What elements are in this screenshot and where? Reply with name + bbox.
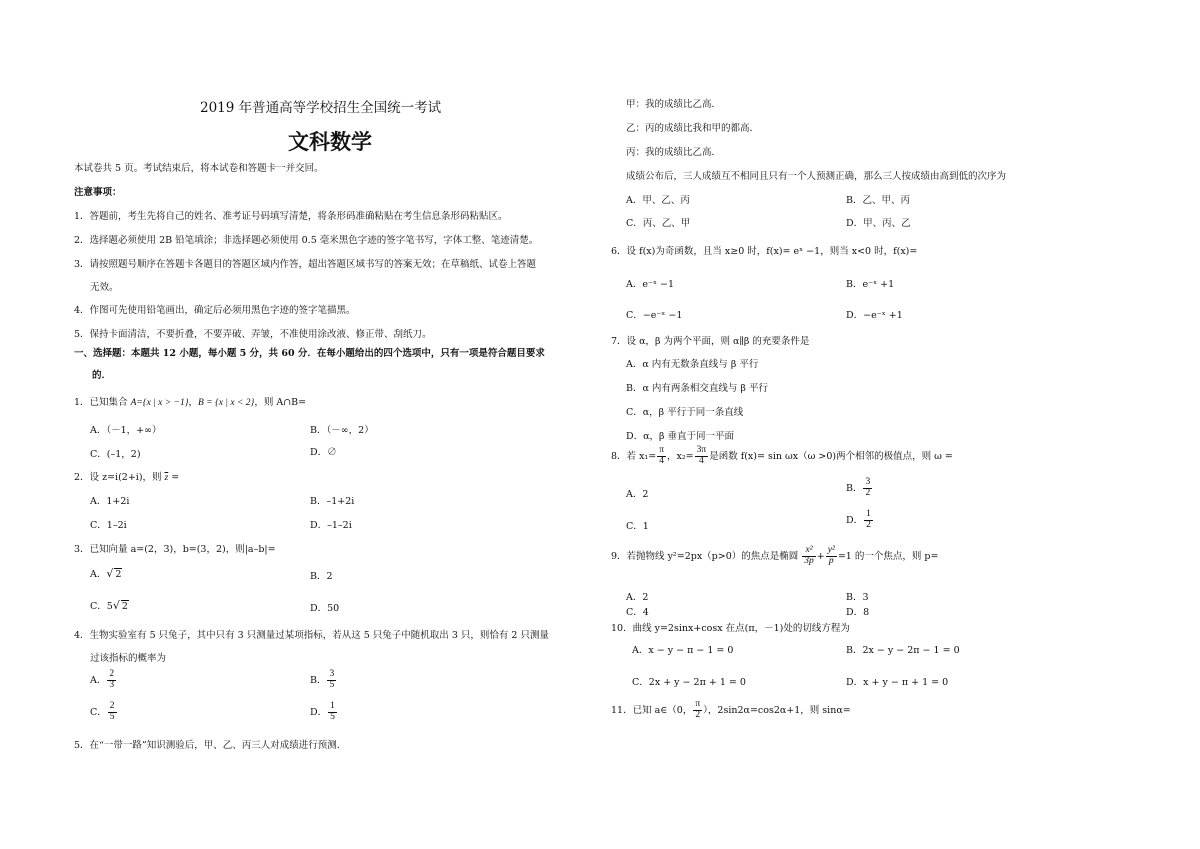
q5-option-a: A．甲、乙、丙 [626,195,690,206]
q7-option-b: B．α 内有两条相交直线与 β 平行 [626,383,768,394]
q10-option-b: B．2x − y − 2π − 1 = 0 [846,645,960,656]
q6-option-c: C．−e⁻ˣ −1 [626,310,683,321]
q7-option-a: A．α 内有无数条直线与 β 平行 [626,359,759,370]
q6-option-a: A．e⁻ˣ −1 [626,279,675,290]
q5-statement: 乙：丙的成绩比我和甲的都高． [626,123,760,134]
q2-option-b: B．–1+2i [310,496,355,507]
question-4-stem: 4．生物实验室有 5 只兔子，其中只有 3 只测量过某项指标，若从这 5 只兔子中随机取出 3 只，则恰有 2 只测量 [74,630,549,641]
notice-item: 5．保持卡面清洁，不要折叠，不要弄破、弄皱，不准使用涂改液、修正带、刮纸刀。 [74,329,432,340]
question-2-stem: 2．设 z=i(2+i)，则 $\overline{z}$ = [74,472,180,483]
q5-option-d: D．甲、丙、乙 [846,218,911,229]
q3-option-b: B．2 [310,571,333,582]
q7-option-d: D．α，β 垂直于同一平面 [626,431,735,442]
q6-option-d: D．−e⁻ˣ +1 [846,310,903,321]
intro-text: 本试卷共 5 页。考试结束后，将本试卷和答题卡一并交回。 [74,163,324,174]
q3-option-d: D．50 [310,603,340,614]
notice-item-cont: 无效。 [90,282,119,293]
question-3-stem: 3．已知向量 a=(2，3)，b=(3，2)，则|a–b|= [74,544,276,555]
question-5-stem: 5．在“一带一路”知识测验后，甲、乙、丙三人对成绩进行预测． [74,740,347,751]
q1-option-a: A．（－1，+∞） [90,425,162,436]
q2-option-a: A．1+2i [90,496,130,507]
q10-option-c: C．2x + y − 2π + 1 = 0 [632,677,746,688]
question-1-stem: 1．已知集合 A={x | x > −1}，B = {x | x < 2}，则 A∩B= [74,397,307,408]
exam-title: 2019 年普通高等学校招生全国统一考试 [200,100,442,116]
q8-option-c: C．1 [626,521,649,532]
q6-option-b: B．e⁻ˣ +1 [846,279,895,290]
q5-option-b: B．乙、甲、丙 [846,195,910,206]
q1-option-d: D．∅ [310,447,337,458]
question-9-stem: 9．若抛物线 y²=2px（p>0）的焦点是椭圆 $\frac{\text{x²}}{3p}$ + $\frac{\text{y²}}{p}$ =1 的一个焦点，则 p= [611,545,939,566]
question-8-stem: 8．若 x₁= $\frac{\pi}{4}$ ，x₂= $\frac{3\pi}{4}$ 是函数 f(x)= sin ωx（ω >0)两个相邻的极值点，则 ω = [611,445,953,466]
q4-option-c: C． $\frac{2}{5}$ [90,701,115,722]
q5-option-c: C．丙、乙、甲 [626,218,691,229]
question-7-stem: 7．设 α，β 为两个平面，则 α∥β 的充要条件是 [611,336,810,347]
q5-statement: 丙：我的成绩比乙高． [626,147,722,158]
q1-option-b: B．（－∞，2） [310,425,374,436]
q4-option-a: A． $\frac{2}{3}$ [90,669,115,690]
q10-option-d: D．x + y − π + 1 = 0 [846,677,949,688]
notice-heading: 注意事项： [74,187,122,198]
q9-option-d: D．8 [846,607,870,618]
notice-item: 2．选择题必须使用 2B 铅笔填涂；非选择题必须使用 0.5 毫米黑色字迹的签字笔书写，字体工整、笔迹清楚。 [74,235,539,246]
q5-statement: 甲：我的成绩比乙高． [626,99,722,110]
q7-option-c: C．α，β 平行于同一条直线 [626,407,744,418]
section-heading: 一、选择题：本题共 12 小题，每小题 5 分，共 60 分．在每小题给出的四个选项中，只有一项是符合题目要求 [74,348,545,359]
question-10-stem: 10．曲线 y=2sinx+cosx 在点(π，－1)处的切线方程为 [611,623,850,634]
q10-option-a: A．x − y − π − 1 = 0 [632,645,734,656]
q8-option-d: D． $\frac{1}{2}$ [846,509,871,530]
q5-statement: 成绩公布后，三人成绩互不相同且只有一个人预测正确，那么三人按成绩由高到低的次序为 [626,171,1007,182]
notice-item: 4．作图可先使用铅笔画出，确定后必须用黑色字迹的签字笔描黑。 [74,305,356,316]
q2-option-c: C．1–2i [90,520,127,531]
section-heading-cont: 的． [92,370,112,381]
q4-option-d: D． $\frac{1}{5}$ [310,701,335,722]
q9-option-a: A．2 [626,592,649,603]
q9-option-c: C．4 [626,607,649,618]
q3-option-c: C．5√ 2 [90,599,128,612]
q4-option-b: B． $\frac{3}{5}$ [310,669,335,690]
question-4-stem-cont: 过该指标的概率为 [90,653,167,664]
notice-item: 1．答题前，考生先将自己的姓名、准考证号码填写清楚，将条形码准确粘贴在考生信息条形码粘贴区。 [74,211,508,222]
q1-option-c: C．(–1，2) [90,449,141,460]
q8-option-a: A．2 [626,489,649,500]
q8-option-b: B． $\frac{3}{2}$ [846,477,871,498]
notice-item: 3．请按照题号顺序在答题卡各题目的答题区域内作答，超出答题区域书写的答案无效；在草稿纸、试卷上答题 [74,259,537,270]
q9-option-b: B．3 [846,592,869,603]
q2-option-d: D．–1–2i [310,520,352,531]
question-11-stem: 11．已知 a∈（0， $\frac{\pi}{2}$ ），2sin2α=cos2α+1，则 sinα= [611,699,851,720]
q3-option-a: A．√ 2 [90,567,122,580]
subject-title: 文科数学 [288,130,372,154]
question-6-stem: 6．设 f(x)为奇函数，且当 x≥0 时，f(x)= eˣ −1，则当 x<0 时，f(x)= [611,246,918,257]
